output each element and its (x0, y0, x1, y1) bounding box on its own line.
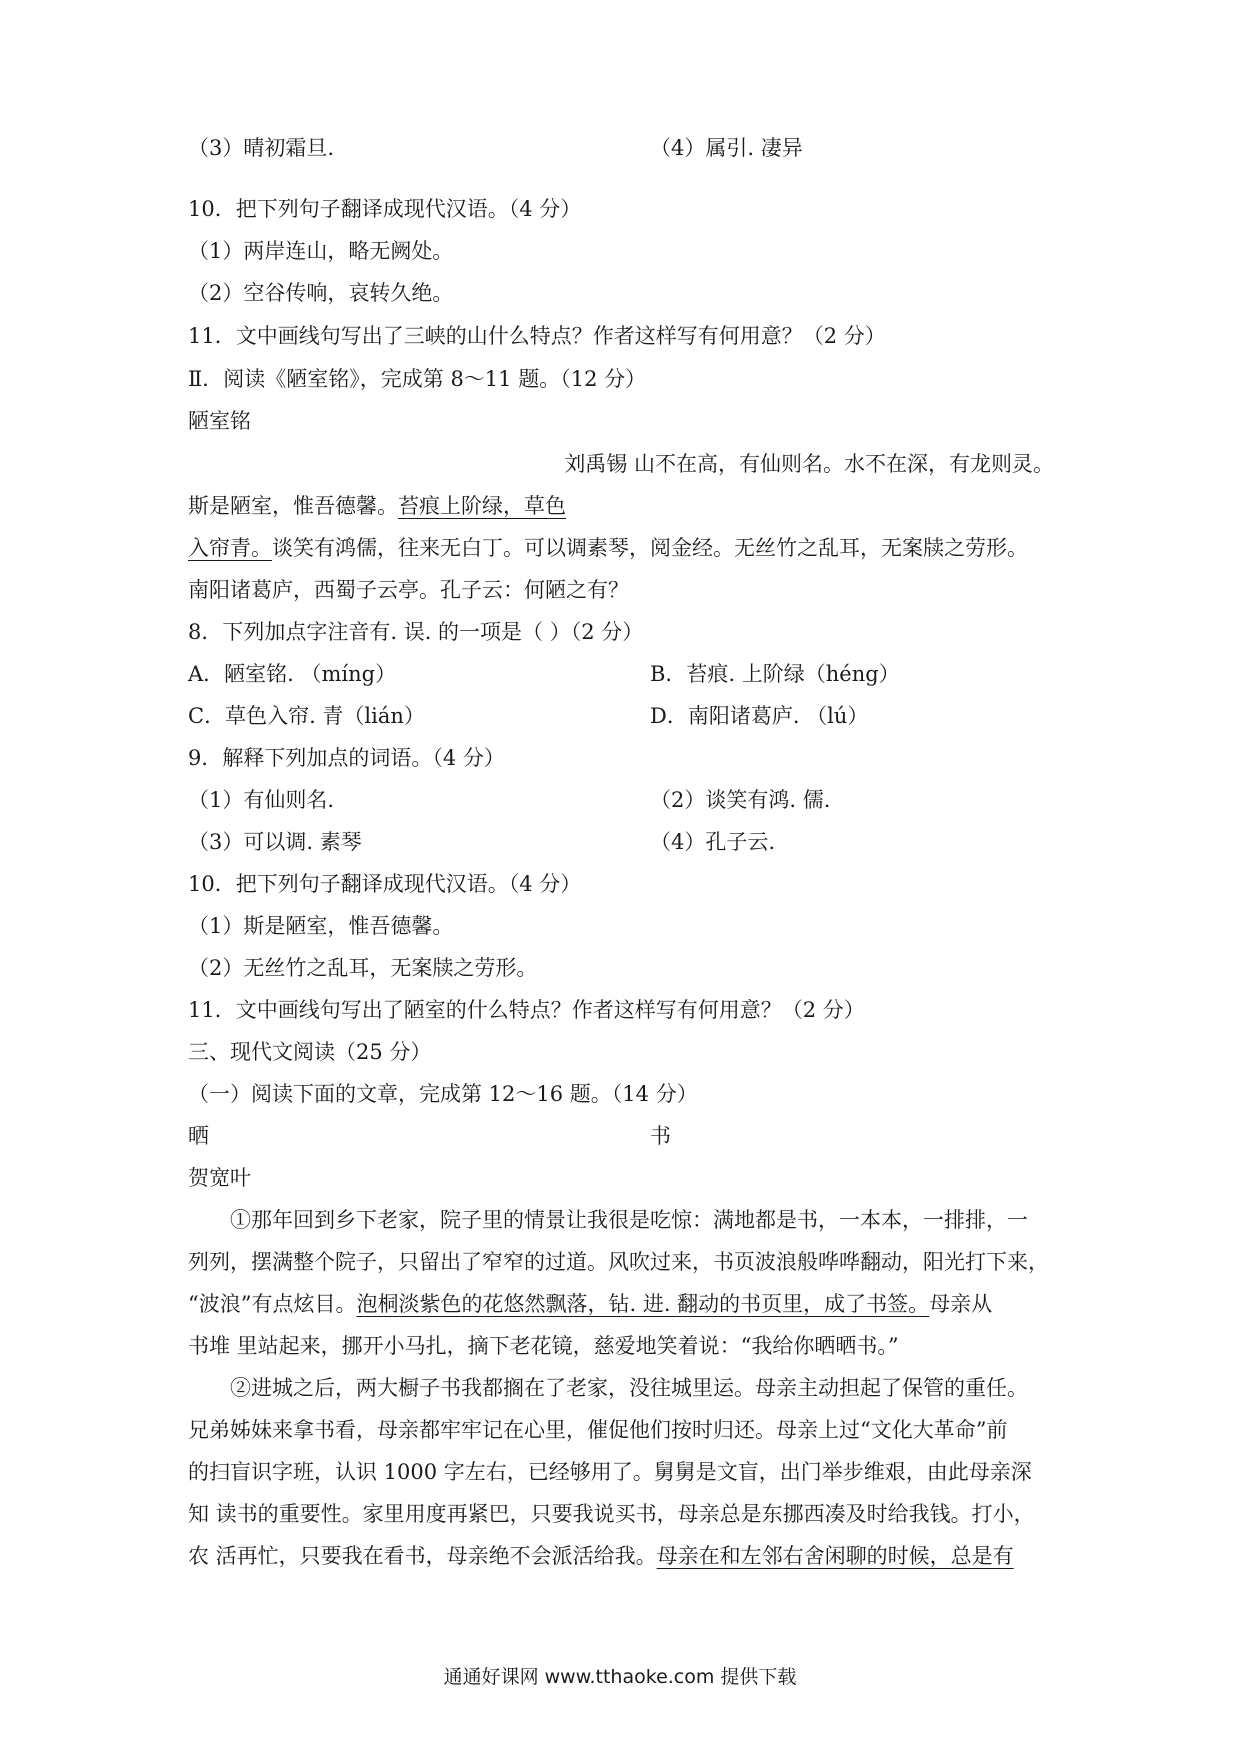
option-c: C．草色入帘. 青（lián） (188, 704, 425, 728)
question-10-item-2: （2）空谷传响，哀转久绝。 (188, 281, 454, 305)
option-b: B．苔痕. 上阶绿（héng） (650, 662, 900, 686)
question-9-item-4: （4）孔子云. (650, 830, 776, 854)
para-text: “波浪”有点炫目。 (188, 1292, 357, 1316)
item-q4: （4）属引. 凄异 (650, 136, 803, 160)
section-3-sub: （一）阅读下面的文章，完成第 12～16 题。（14 分） (188, 1082, 698, 1106)
article-author: 贺宽叶 (188, 1166, 251, 1190)
section-3-heading: 三、现代文阅读（25 分） (188, 1040, 432, 1064)
page-footer: 通通好课网 www.tthaoke.com 提供下载 (443, 1666, 797, 1688)
poem-text: 谈笑有鸿儒，往来无白丁。可以调素琴，阅金经。无丝竹之乱耳，无案牍之劳形。 (272, 536, 1028, 560)
para-2-line-5 (188, 1542, 1014, 1570)
para-2-line-1: ②进城之后，两大橱子书我都搁在了老家，没往城里运。母亲主动担起了保管的重任。 (230, 1376, 1028, 1400)
poem-line-1 (188, 492, 566, 520)
question-10-title: 10．把下列句子翻译成现代汉语。（4 分） (188, 197, 582, 221)
question-9-item-2: （2）谈笑有鸿. 儒. (650, 788, 831, 812)
item-q3: （3）晴初霜旦. (188, 136, 335, 160)
question-10-item-2: （2）无丝竹之乱耳，无案牍之劳形。 (188, 956, 538, 980)
question-10-item-1: （1）两岸连山，略无阙处。 (188, 239, 454, 263)
question-11: 11．文中画线句写出了陋室的什么特点？作者这样写有何用意？（2 分） (188, 998, 865, 1022)
para-text: 农 活再忙，只要我在看书，母亲绝不会派活给我。 (188, 1544, 657, 1568)
section-2-heading: Ⅱ．阅读《陋室铭》，完成第 8～11 题。（12 分） (188, 367, 647, 391)
para-1-line-1: ①那年回到乡下老家，院子里的情景让我很是吃惊：满地都是书，一本本，一排排，一 (230, 1208, 1028, 1232)
poem-title: 陋室铭 (188, 409, 251, 433)
para-2-line-3: 的扫盲识字班，认识 1000 字左右，已经够用了。舅舅是文盲，出门举步维艰，由此母亲深 (188, 1460, 1032, 1484)
question-9-item-1: （1）有仙则名. (188, 788, 335, 812)
para-1-line-4: 书堆 里站起来，挪开小马扎，摘下老花镜，慈爱地笑着说：“我给你晒晒书。” (188, 1334, 899, 1358)
para-2-line-2: 兄弟姊妹来拿书看，母亲都牢牢记在心里，催促他们按时归还。母亲上过“文化大革命”前 (188, 1418, 1008, 1442)
poem-author-line: 刘禹锡 山不在高，有仙则名。水不在深，有龙则灵。 (564, 452, 1054, 476)
question-10-item-1: （1）斯是陋室，惟吾德馨。 (188, 914, 454, 938)
poem-line-3: 南阳诸葛庐，西蜀子云亭。孔子云：何陋之有？ (188, 578, 629, 602)
para-1-line-3 (188, 1290, 992, 1318)
question-11: 11．文中画线句写出了三峡的山什么特点？作者这样写有何用意？（2 分） (188, 324, 886, 348)
underlined-sentence: 苔痕上阶绿，草色 (398, 494, 566, 518)
question-9: 9．解释下列加点的词语。（4 分） (188, 746, 505, 770)
article-title-left: 晒 (188, 1124, 209, 1148)
question-9-item-3: （3）可以调. 素琴 (188, 830, 362, 854)
para-2-line-4: 知 读书的重要性。家里用度再紧巴，只要我说买书，母亲总是东挪西凑及时给我钱。打小， (188, 1502, 1035, 1526)
poem-text: 斯是陋室，惟吾德馨。 (188, 494, 398, 518)
option-d: D．南阳诸葛庐. （lú） (650, 704, 869, 728)
poem-line-2 (188, 534, 1028, 562)
option-a: A．陋室铭. （míng） (188, 662, 397, 686)
question-8: 8．下列加点字注音有. 误. 的一项是（ ）（2 分） (188, 620, 644, 644)
question-10: 10．把下列句子翻译成现代汉语。（4 分） (188, 872, 582, 896)
para-1-line-2: 列列，摆满整个院子，只留出了窄窄的过道。风吹过来，书页波浪般哗哗翻动，阳光打下来， (188, 1250, 1049, 1274)
underlined-sentence: 母亲在和左邻右舍闲聊的时候，总是有 (656, 1544, 1014, 1568)
para-text: 母亲从 (929, 1292, 993, 1316)
article-title-right: 书 (650, 1124, 671, 1148)
underlined-sentence: 泡桐淡紫色的花悠然飘落，钻. 进. 翻动的书页里，成了书签。 (356, 1292, 930, 1316)
underlined-sentence-cont: 入帘青。 (188, 536, 272, 560)
